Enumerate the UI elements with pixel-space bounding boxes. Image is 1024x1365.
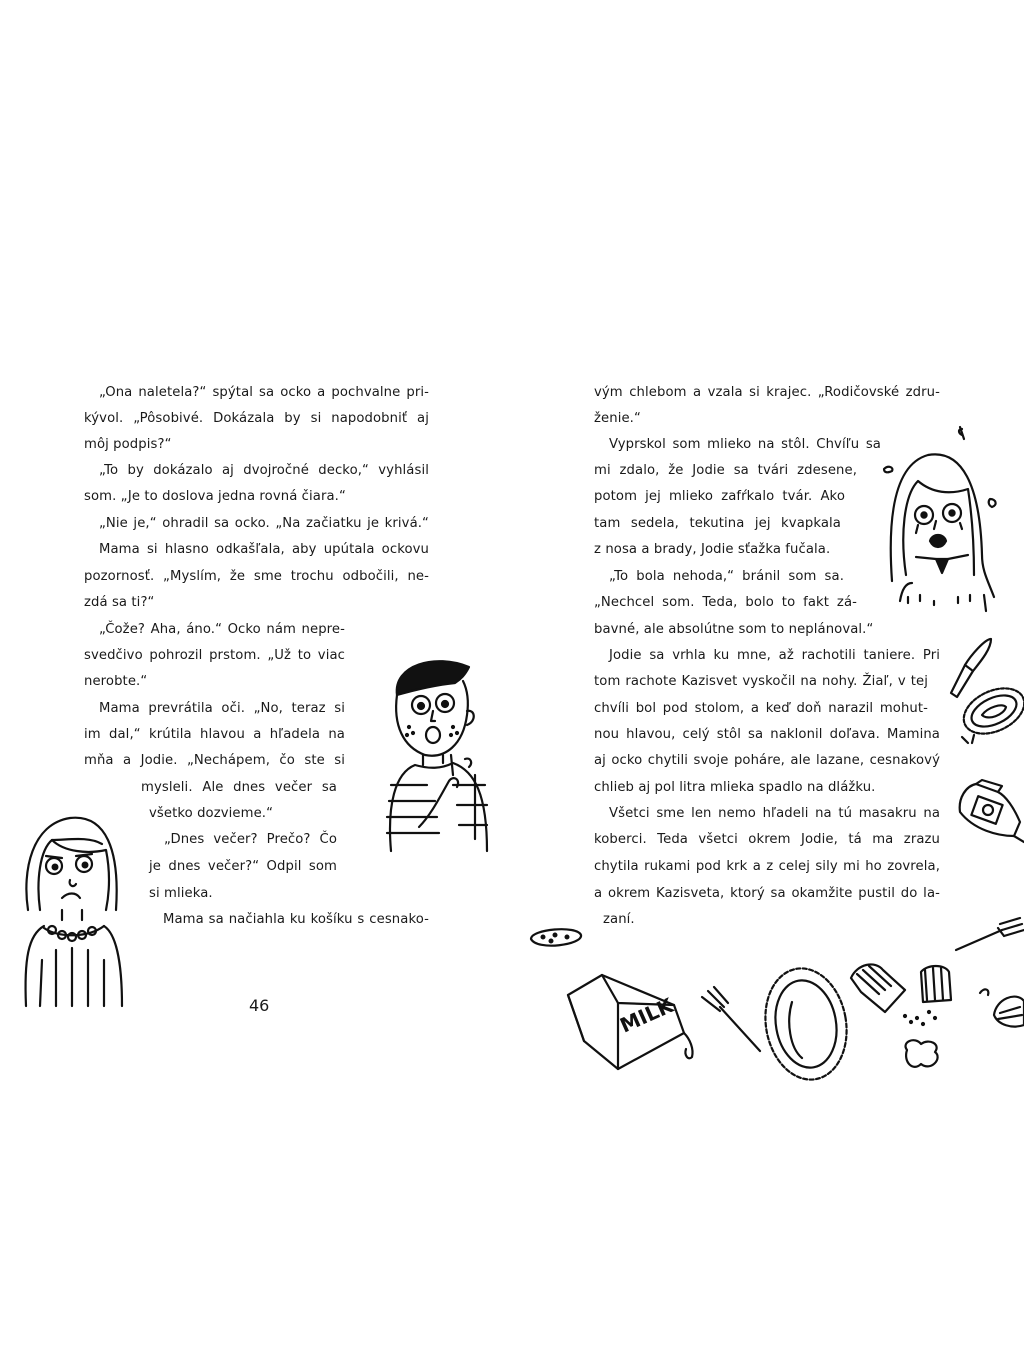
milk-carton-label: MILK (616, 993, 677, 1038)
right-line-14: nou hlavou, celý stôl sa naklonil doľava. Mamina (594, 727, 940, 742)
right-line-1: vým chlebom a vzala si krajec. „Rodičovské zdru- (594, 385, 940, 400)
fork-icon (954, 914, 1024, 954)
left-line-6: „Nie je,“ ohradil sa ocko. „Na začiatku je krivá.“ (99, 516, 429, 531)
right-line-7: z nosa a brady, Jodie sťažka fučala. (594, 542, 831, 557)
milk-carton-icon (562, 965, 702, 1075)
right-line-10: bavné, ale absolútne som to neplánoval.“ (594, 622, 874, 637)
book-spread (0, 290, 1024, 1080)
right-line-8: „To bola nehoda,“ bránil som sa. (609, 569, 844, 584)
left-line-12: nerobte.“ (84, 674, 148, 689)
left-line-16: mysleli. Ale dnes večer sa (141, 780, 337, 795)
right-line-16: chlieb aj pol litra mlieka spadlo na dlážku. (594, 780, 876, 795)
left-line-3: môj podpis?“ (84, 437, 172, 452)
right-line-19: chytila rukami pod krk a z celej sily mi ho zovrela, (594, 859, 940, 874)
right-line-12: tom rachote Kazisvet vyskočil na nohy. Žiaľ, v tej (594, 674, 928, 689)
page-number: 46 (249, 996, 270, 1015)
left-line-14: im dal,“ krútila hlavou a hľadela na (84, 727, 345, 742)
right-line-3: Vyprskol som mlieko na stôl. Chvíľu sa (609, 437, 881, 452)
left-line-1: „Ona naletela?“ spýtal sa ocko a pochvalne pri- (99, 385, 429, 400)
salt-shaker-icon (845, 960, 970, 1075)
right-line-5: potom jej mlieko zafŕkalo tvár. Ako (594, 489, 845, 504)
fork-icon (700, 985, 765, 1055)
right-line-18: koberci. Teda všetci okrem Jodie, tá ma zrazu (594, 832, 940, 847)
right-line-15: aj ocko chytili svoje poháre, ale lazane, cesnakový (594, 753, 940, 768)
left-line-15: mňa a Jodie. „Nechápem, čo ste si (84, 753, 345, 768)
right-line-6: tam sedela, tekutina jej kvapkala (594, 516, 841, 531)
right-line-11: Jodie sa vrhla ku mne, až rachotili taniere. Pri (609, 648, 940, 663)
left-line-4: „To by dokázalo aj dvojročné decko,“ vyhlásil (99, 463, 429, 478)
left-line-9: zdá sa ti?“ (84, 595, 155, 610)
left-line-2: kývol. „Pôsobivé. Dokázala by si napodobniť aj (84, 411, 429, 426)
left-line-7: Mama si hlasno odkašľala, aby upútala ockovu (99, 542, 429, 557)
left-line-20: si mlieka. (149, 886, 213, 901)
plate-icon (762, 962, 852, 1082)
right-line-17: Všetci sme len nemo hľadeli na tú masakru na (609, 806, 940, 821)
mom-illustration-icon (18, 810, 128, 1010)
right-line-20: a okrem Kazisveta, ktorý sa okamžite pustil do la- (594, 886, 940, 901)
plate-icon (958, 685, 1024, 745)
bread-icon (527, 923, 587, 953)
right-line-4: mi zdalo, že Jodie sa tvári zdesene, (594, 463, 857, 478)
right-line-13: chvíli bol pod stolom, a keď doň narazil mohut- (594, 701, 928, 716)
right-line-21: zaní. (603, 912, 635, 927)
left-line-11: svedčivo pohrozil prstom. „Už to viac (84, 648, 345, 663)
left-line-8: pozornosť. „Myslím, že sme trochu odbočili, ne- (84, 569, 429, 584)
boy-illustration-icon (375, 655, 495, 855)
left-line-10: „Čože? Aha, áno.“ Ocko nám nepre- (99, 622, 345, 637)
jodie-illustration-icon (878, 425, 1003, 615)
left-line-18: „Dnes večer? Prečo? Čo (164, 832, 337, 847)
lasagna-icon (976, 985, 1024, 1035)
left-line-5: som. „Je to doslova jedna rovná čiara.“ (84, 489, 346, 504)
left-line-19: je dnes večer?“ Odpil som (149, 859, 337, 874)
left-line-13: Mama prevrátila oči. „No, teraz si (99, 701, 345, 716)
bottle-icon (954, 778, 1024, 868)
left-line-21: Mama sa načiahla ku košíku s cesnako- (163, 912, 429, 927)
right-line-2: ženie.“ (594, 411, 641, 426)
right-line-9: „Nechcel som. Teda, bolo to fakt zá- (594, 595, 857, 610)
left-line-17: všetko dozvieme.“ (149, 806, 274, 821)
